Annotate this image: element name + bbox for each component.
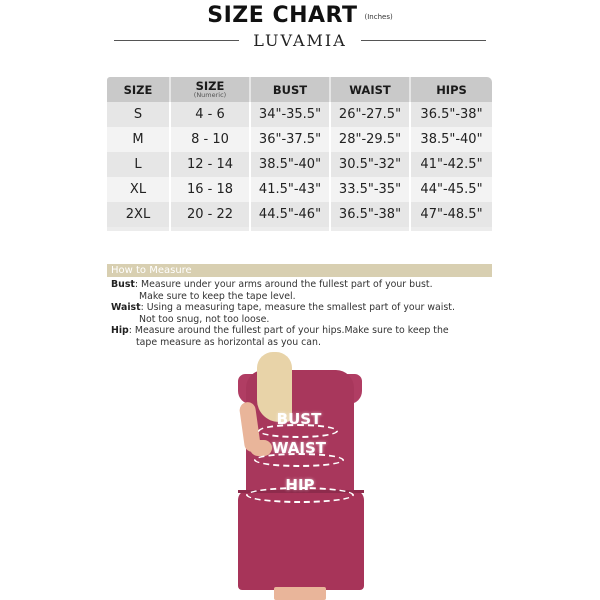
- table-row: [107, 127, 492, 152]
- dress-skirt: [238, 490, 364, 590]
- brand-row: [114, 30, 486, 50]
- cell-numeric: 16 - 18: [171, 177, 251, 202]
- instruction-text: : Measure around the fullest part of your hips.Make sure to keep the: [128, 325, 449, 336]
- table-footer-pad: [107, 227, 492, 231]
- bust-label: BUST: [276, 410, 322, 428]
- bust-measure-ring: [258, 424, 338, 438]
- page-title: SIZE CHART: [207, 3, 358, 28]
- cell-waist: 30.5"-32": [331, 152, 411, 177]
- instruction-label: Hip: [111, 325, 129, 336]
- pad-cell: [411, 227, 492, 231]
- table-row: [107, 152, 492, 177]
- cell-bust: 36"-37.5": [251, 127, 331, 152]
- cell-waist: 33.5"-35": [331, 177, 411, 202]
- pad-cell: [251, 227, 331, 231]
- table-row: [107, 177, 492, 202]
- instruction-text: : Measure under your arms around the fullest part of your bust.: [134, 279, 433, 290]
- hip-label: HIP: [285, 476, 315, 494]
- instruction-label: Bust: [111, 279, 135, 290]
- cell-bust: 38.5"-40": [251, 152, 331, 177]
- cell-bust: 41.5"-43": [251, 177, 331, 202]
- cell-size: L: [107, 152, 171, 177]
- column-header-bust: BUST: [251, 77, 331, 102]
- pad-cell: [331, 227, 411, 231]
- cell-size: 2XL: [107, 202, 171, 227]
- how-to-measure-heading: How to Measure: [107, 264, 492, 277]
- size-chart-header: [0, 0, 600, 28]
- column-header-hips: HIPS: [411, 77, 492, 102]
- measure-instructions: [111, 279, 491, 348]
- cell-size: S: [107, 102, 171, 127]
- instruction-text-cont: Not too snug, not too loose.: [139, 313, 270, 325]
- cell-hips: 41"-42.5": [411, 152, 492, 177]
- table-header-row: [107, 77, 492, 102]
- cell-hips: 36.5"-38": [411, 102, 492, 127]
- instruction-bust: [111, 279, 491, 302]
- table-row: [107, 202, 492, 227]
- column-header-size: SIZE: [107, 77, 171, 102]
- cell-waist: 26"-27.5": [331, 102, 411, 127]
- table-row: [107, 102, 492, 127]
- cell-size: M: [107, 127, 171, 152]
- divider-left: [114, 40, 239, 41]
- cell-size: XL: [107, 177, 171, 202]
- instruction-text: : Using a measuring tape, measure the smallest part of your waist.: [140, 302, 455, 313]
- pad-cell: [107, 227, 171, 231]
- pad-cell: [171, 227, 251, 231]
- unit-label: (Inches): [364, 13, 393, 21]
- cell-numeric: 12 - 14: [171, 152, 251, 177]
- instruction-hip: [111, 325, 491, 348]
- hip-measure-ring: [246, 487, 354, 503]
- column-header-waist: WAIST: [331, 77, 411, 102]
- waist-label: WAIST: [271, 439, 327, 457]
- model-dress-illustration: [232, 352, 367, 600]
- instruction-text-cont: Make sure to keep the tape level.: [139, 290, 296, 302]
- cell-waist: 36.5"-38": [331, 202, 411, 227]
- cell-hips: 47"-48.5": [411, 202, 492, 227]
- instruction-waist: [111, 302, 491, 325]
- instruction-text-cont: tape measure as horizontal as you can.: [136, 336, 321, 348]
- instruction-label: Waist: [111, 302, 141, 313]
- legs: [274, 587, 326, 600]
- cell-numeric: 20 - 22: [171, 202, 251, 227]
- cell-hips: 38.5"-40": [411, 127, 492, 152]
- cell-waist: 28"-29.5": [331, 127, 411, 152]
- divider-right: [361, 40, 486, 41]
- cell-bust: 44.5"-46": [251, 202, 331, 227]
- cell-numeric: 4 - 6: [171, 102, 251, 127]
- cell-bust: 34"-35.5": [251, 102, 331, 127]
- column-header-size-numeric: SIZE (Numeric): [171, 77, 251, 102]
- cell-numeric: 8 - 10: [171, 127, 251, 152]
- cell-hips: 44"-45.5": [411, 177, 492, 202]
- waist-measure-ring: [254, 453, 344, 467]
- brand-name: LUVAMIA: [253, 30, 347, 50]
- size-table: [107, 77, 492, 231]
